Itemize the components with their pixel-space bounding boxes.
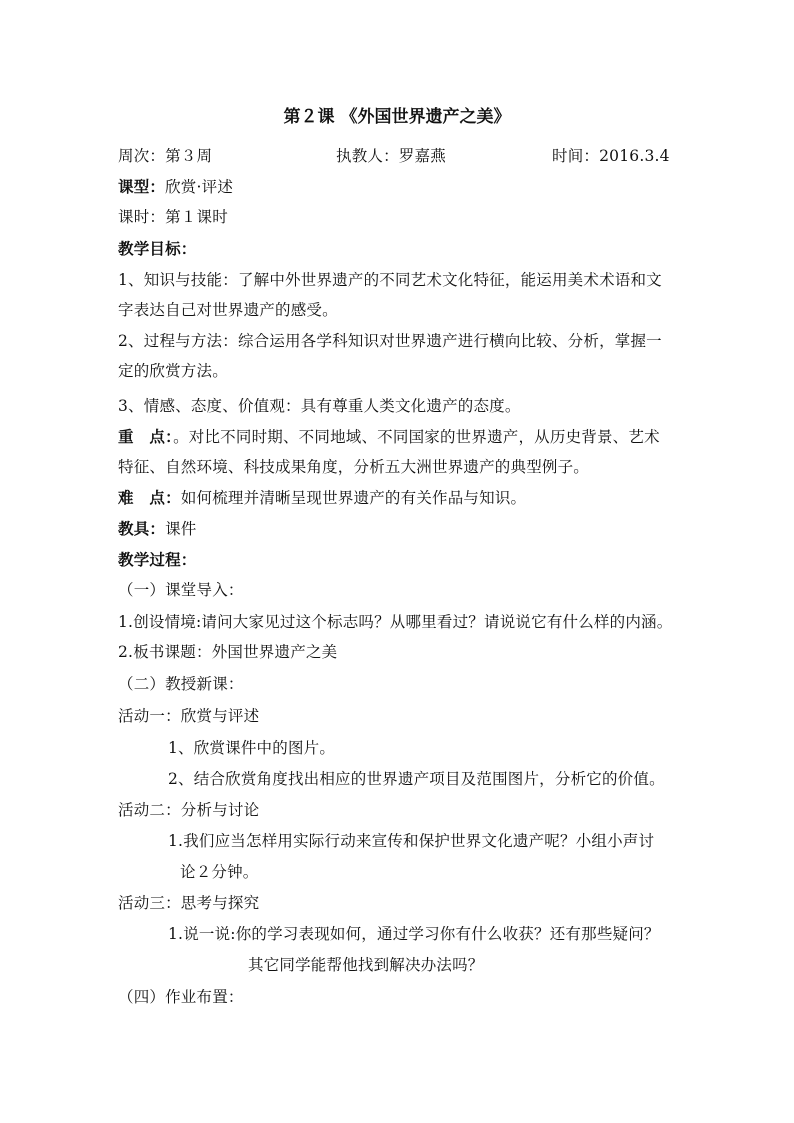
tools — [118, 519, 698, 539]
key-point-line-2: 特征、自然环境、科技成果角度，分析五大洲世界遗产的典型例子。 — [118, 458, 590, 476]
activity-2-item-1-line-1: 1.我们应当怎样用实际行动来宣传和保护世界文化遗产呢？小组小声讨 — [168, 832, 655, 850]
difficulty-text: 如何梳理并清晰呈现世界遗产的有关作品与知识。 — [180, 489, 527, 507]
goal-2-line-2: 定的欣赏方法。 — [118, 362, 228, 380]
key-point-label: 重 点： — [118, 427, 174, 446]
lesson-hours: 课时：第１课时 — [118, 208, 228, 226]
activity-3-item-1-line-1: 1.说一说:你的学习表现如何，通过学习你有什么收获？还有那些疑问？ — [168, 925, 660, 943]
tools-text: 课件 — [165, 520, 197, 538]
activity-3-item-1-line-2: 其它同学能帮他找到解决办法吗？ — [248, 956, 484, 974]
lesson-title: 第２课 《外国世界遗产之美》 — [283, 107, 511, 127]
time-info: 时间：2016.3.4 — [552, 147, 670, 165]
key-point-line-1 — [118, 427, 698, 447]
part-4-heading: （四）作业布置： — [118, 988, 244, 1006]
part-1-heading: （一）课堂导入： — [118, 581, 244, 599]
activity-1: 活动一：欣赏与评述 — [118, 707, 260, 725]
goal-1-line-1: 1、知识与技能：了解中外世界遗产的不同艺术文化特征，能运用美术术语和文 — [118, 271, 662, 289]
activity-2-item-1-line-2: 论２分钟。 — [180, 863, 259, 881]
lesson-type-label: 课型： — [118, 177, 166, 196]
goal-3: 3、情感、态度、价值观：具有尊重人类文化遗产的态度。 — [118, 397, 521, 415]
step-2: 2.板书课题：外国世界遗产之美 — [118, 643, 338, 661]
activity-2: 活动二：分析与讨论 — [118, 801, 260, 819]
difficulty-label: 难 点： — [118, 488, 181, 507]
lesson-type — [118, 177, 698, 197]
step-1: 1.创设情境:请问大家见过这个标志吗？从哪里看过？请说说它有什么样的内涵。 — [118, 613, 673, 631]
key-point-text: 。对比不同时期、不同地域、不同国家的世界遗产，从历史背景、艺术 — [173, 428, 660, 446]
teacher-info: 执教人：罗嘉燕 — [336, 147, 446, 165]
difficulty — [118, 488, 698, 508]
goal-1-line-2: 字表达自己对世界遗产的感受。 — [118, 301, 338, 319]
goal-2-line-1: 2、过程与方法：综合运用各学科知识对世界遗产进行横向比较、分析，掌握一 — [118, 332, 662, 350]
part-2-heading: （二）教授新课： — [118, 675, 244, 693]
activity-1-item-2: 2、结合欣赏角度找出相应的世界遗产项目及范围图片，分析它的价值。 — [168, 770, 665, 788]
goals-heading: 教学目标： — [118, 239, 197, 258]
lesson-type-value: 欣赏·评述 — [165, 178, 234, 196]
activity-3: 活动三：思考与探究 — [118, 894, 260, 912]
week-info: 周次：第３周 — [118, 147, 213, 165]
activity-1-item-1: 1、欣赏课件中的图片。 — [168, 739, 336, 757]
tools-label: 教具： — [118, 519, 166, 538]
process-heading: 教学过程： — [118, 550, 197, 569]
